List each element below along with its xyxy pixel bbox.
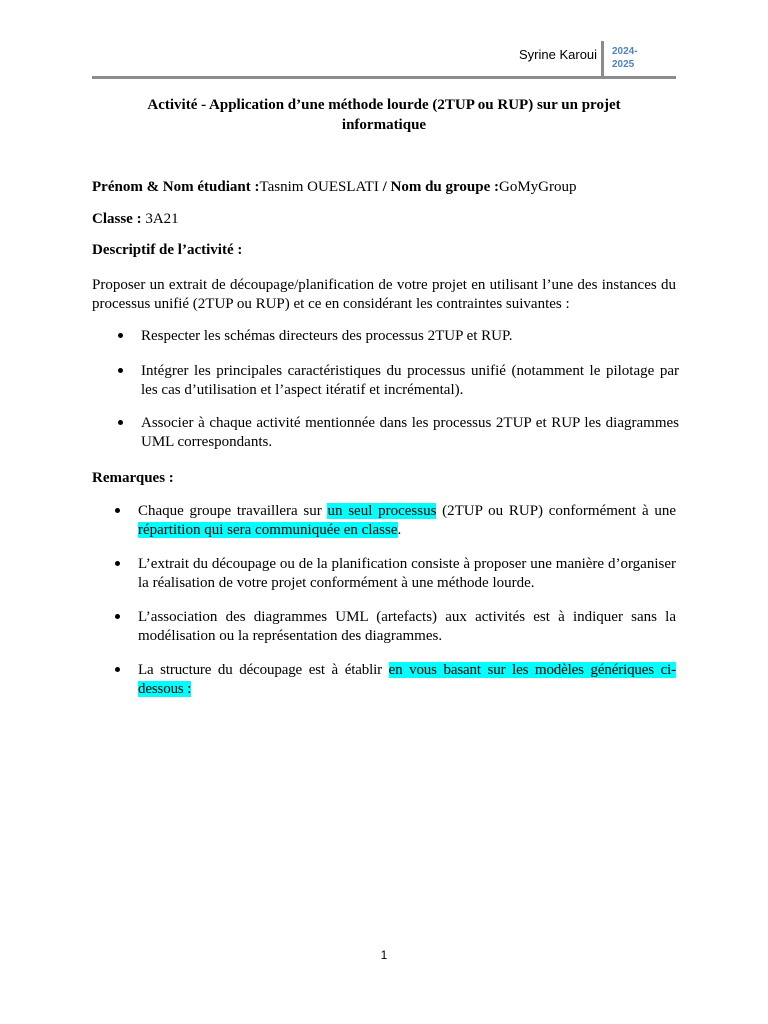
remark-1-highlight-1: un seul processus: [327, 503, 437, 519]
remarks-heading: [92, 469, 676, 488]
remark-item-2: L’extrait du découpage ou de la planification consiste à proposer une manière d’organiser la réalisation de votre projet conformément à une méthode lourde.: [138, 556, 676, 591]
student-info-line: [92, 178, 676, 197]
student-separator: /: [378, 179, 391, 195]
header-year-line1: 2024-: [612, 46, 638, 57]
remark-4-part1: La structure du découpage est à établir: [138, 662, 389, 678]
bullet-icon: [115, 667, 120, 672]
header-year-line2: 2025: [612, 59, 635, 70]
remarks-heading-text: Remarques :: [92, 470, 174, 486]
classe-line: [92, 210, 676, 229]
bullet-icon: [118, 368, 123, 373]
bullet-icon: [115, 614, 120, 619]
header-rule: [92, 76, 676, 79]
remark-item-4: [138, 661, 676, 699]
description-bullet-2: Intégrer les principales caractéristiques du processus unifié (notamment le pilotage par les cas d’utilisation et l’aspect itératif et incrémental).: [141, 363, 679, 398]
group-name-value: GoMyGroup: [499, 179, 577, 195]
classe-value: 3A21: [145, 211, 179, 227]
remark-1-part3: .: [397, 522, 402, 538]
remark-1-part1: Chaque groupe travaillera sur: [138, 503, 328, 519]
group-name-label: Nom du groupe :: [390, 179, 500, 195]
bullet-icon: [118, 333, 123, 338]
description-bullet-3: Associer à chaque activité mentionnée dans les processus 2TUP et RUP les diagrammes UML correspondants.: [141, 415, 679, 450]
document-title-line2: informatique: [341, 117, 427, 133]
student-name-label: Prénom & Nom étudiant :: [92, 179, 260, 195]
remark-item-3: L’association des diagrammes UML (artefacts) aux activités est à indiquer sans la modélisation ou la représentation des diagrammes.: [138, 609, 676, 644]
student-name-value: Tasnim OUESLATI: [259, 179, 379, 195]
header-year: [612, 45, 652, 71]
description-bullet-1: Respecter les schémas directeurs des processus 2TUP et RUP.: [141, 328, 513, 344]
header-author: Syrine Karoui: [519, 47, 598, 62]
document-title: [92, 95, 676, 135]
description-intro: Proposer un extrait de découpage/planification de votre projet en utilisant l’une des instances du processus unifié (2TUP ou RUP) et ce en considérant les contraintes suivantes :: [92, 277, 676, 312]
bullet-icon: [115, 508, 120, 513]
remark-1-highlight-2: répartition qui sera communiquée en classe: [138, 522, 398, 538]
header-separator: [601, 41, 604, 77]
bullet-icon: [118, 420, 123, 425]
remark-4-highlight-1: en vous basant sur les modèles génériques ci-dessous :: [138, 662, 676, 697]
document-title-line1: Activité - Application d’une méthode lourde (2TUP ou RUP) sur un projet: [147, 97, 621, 113]
bullet-icon: [115, 561, 120, 566]
description-heading-text: Descriptif de l’activité :: [92, 242, 243, 258]
classe-label: Classe :: [92, 211, 146, 227]
remark-item-1: [138, 502, 676, 540]
description-heading: [92, 241, 676, 260]
page-number: 1: [380, 948, 388, 962]
remark-1-part2: (2TUP ou RUP) conformément à une: [436, 503, 676, 519]
